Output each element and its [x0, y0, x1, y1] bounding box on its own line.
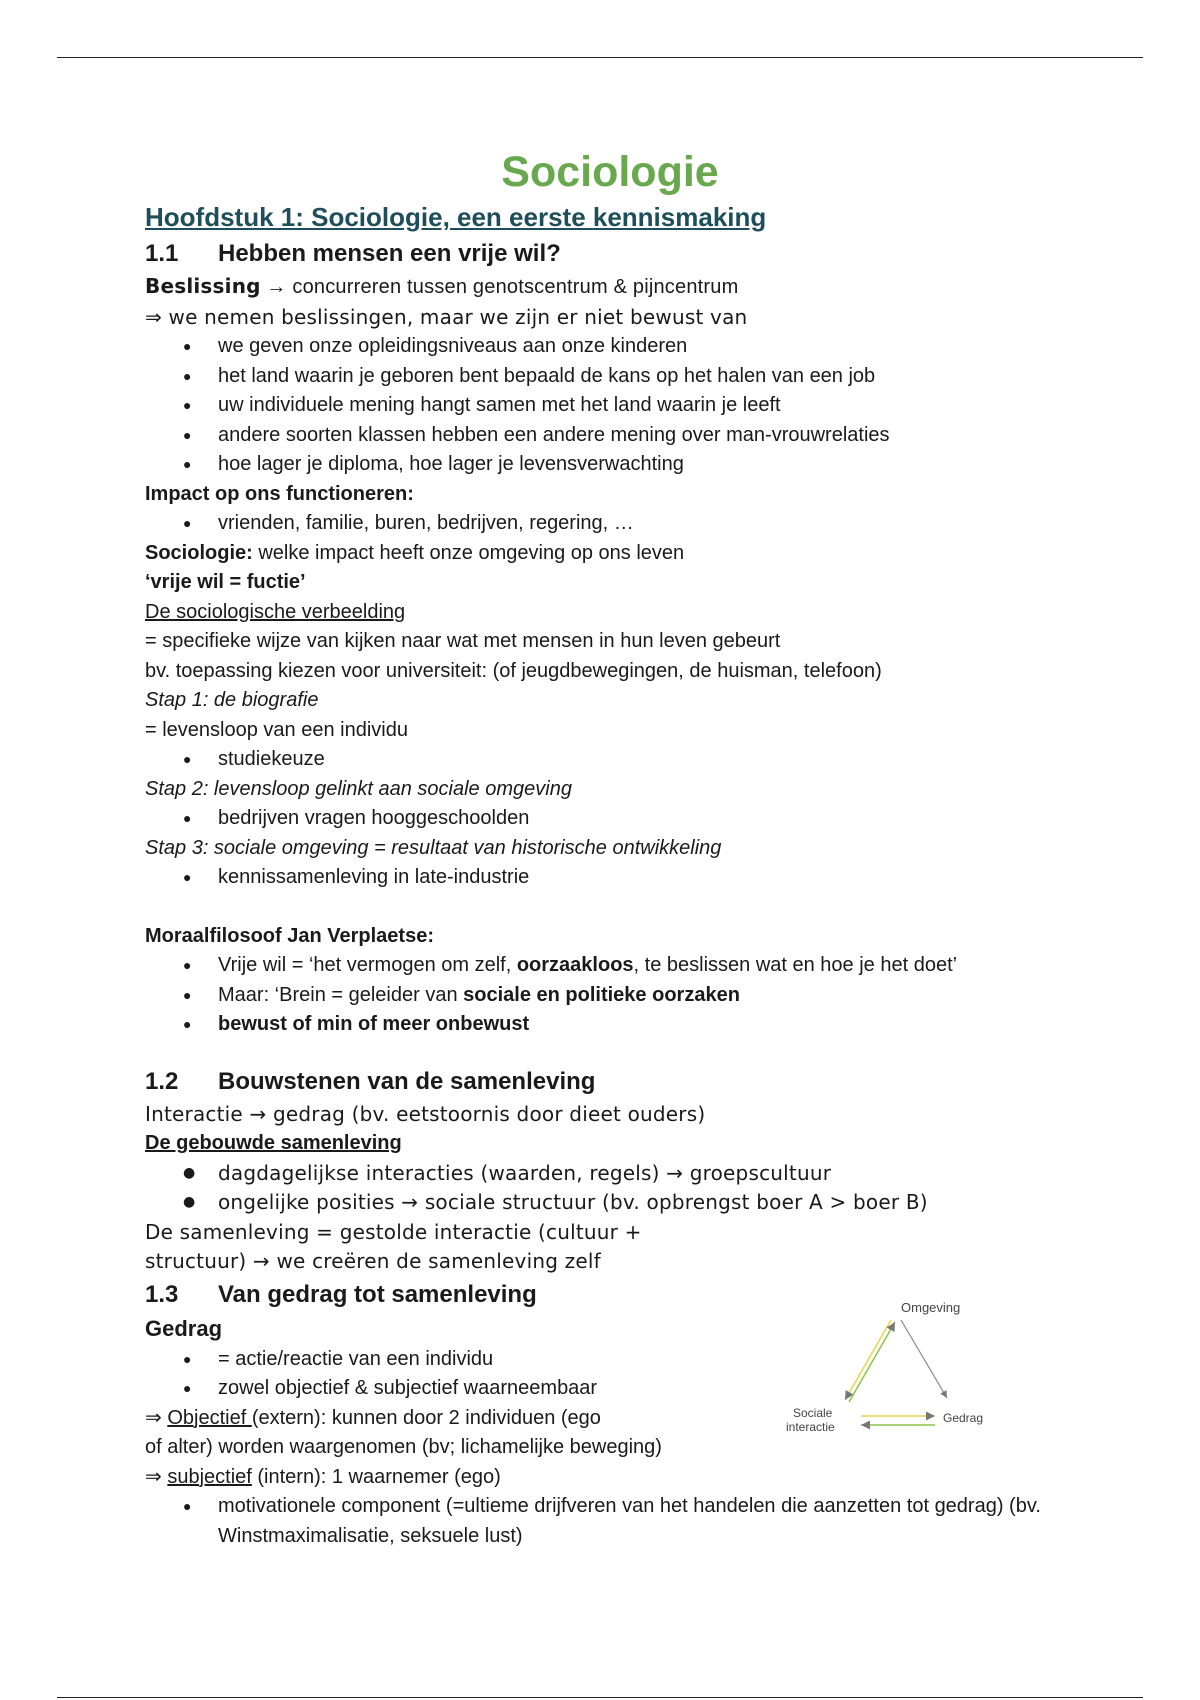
samenleving-line-2: structuur) → we creëren de samenleving zelf [145, 1249, 601, 1273]
section-title: Van gedrag tot samenleving [218, 1280, 537, 1308]
section-number: 1.3 [145, 1280, 179, 1308]
arrow-omgeving-to-sociale [845, 1320, 891, 1400]
motivation-list [145, 1492, 1075, 1551]
bullet-list-1 [145, 332, 1075, 480]
list-item: ● hoe lager je diploma, hoe lager je levensverwachting [145, 450, 1075, 480]
top-rule [57, 57, 1143, 58]
list-item: ● ongelijke posities → sociale structuur (bv. opbrengst boer A > boer B) [145, 1188, 1075, 1218]
verbeelding-label: De sociologische verbeelding [145, 600, 406, 623]
objectief-line: ⇒ Objectief (extern): kunnen door 2 individuen (ego [145, 1406, 601, 1429]
chapter-heading: Hoofdstuk 1: Sociologie, een eerste kennismaking [145, 202, 767, 232]
list-item: ● studiekeuze [145, 745, 1075, 775]
section-number: 1.1 [145, 240, 179, 267]
list-item: ● bedrijven vragen hooggeschoolden [145, 804, 1075, 834]
objectief-line-2: of alter) worden waargenomen (bv; lichamelijke beweging) [145, 1436, 662, 1458]
step-3: Stap 3: sociale omgeving = resultaat van historische ontwikkeling [145, 836, 722, 859]
step-1: Stap 1: de biografie [145, 689, 319, 711]
subjectief-line: ⇒ subjectief (intern): 1 waarnemer (ego) [145, 1465, 501, 1488]
diagram-label-gedrag: Gedrag [943, 1411, 984, 1425]
diagram-svg [755, 1262, 1005, 1452]
list-item: ● bewust of min of meer onbewust [145, 1010, 1075, 1040]
verbeelding-definition: = specifieke wijze van kijken naar wat met mensen in hun leven gebeurt [145, 630, 781, 652]
list-item: ● Vrije wil = ‘het vermogen om zelf, oorzaakloos, te beslissen wat en hoe je het doet’ [145, 951, 1075, 981]
list-item: ● kennissamenleving in late-industrie [145, 863, 1075, 893]
interactie-line: Interactie → gedrag (bv. eetstoornis door dieet ouders) [145, 1101, 706, 1126]
list-item: ● vrienden, familie, buren, bedrijven, regering, … [145, 509, 1075, 539]
bottom-rule [57, 1697, 1143, 1698]
impact-label: Impact op ons functioneren: [145, 482, 414, 505]
list-item: ● dagdagelijkse interacties (waarden, regels) → groepscultuur [145, 1159, 1075, 1189]
step-2: Stap 2: levensloop gelinkt aan sociale omgeving [145, 777, 572, 800]
list-item: ● uw individuele mening hangt samen met het land waarin je leeft [145, 391, 1075, 421]
arrow-sociale-to-omgeving [849, 1322, 895, 1402]
diagram-label-omgeving: Omgeving [901, 1300, 961, 1315]
samenleving-line-1: De samenleving = gestolde interactie (cultuur + [145, 1219, 642, 1244]
section-heading-1-1 [145, 236, 1075, 272]
arrow-omgeving-to-gedrag [901, 1320, 947, 1398]
section-title: Bouwstenen van de samenleving [218, 1067, 596, 1095]
vrije-wil-line: ‘vrije wil = fuctie’ [145, 571, 306, 593]
philosopher-label: Moraalfilosoof Jan Verplaetse: [145, 924, 434, 947]
step-1-definition: = levensloop van een individu [145, 718, 408, 741]
section-number: 1.2 [145, 1067, 179, 1095]
diagram-label-interactie: interactie [786, 1420, 835, 1434]
verbeelding-example: bv. toepassing kiezen voor universiteit: (of jeugdbewegingen, de huisman, telefoon) [145, 659, 882, 682]
beslissing-line: Beslissing → concurreren tussen genotscentrum & pijncentrum [145, 274, 739, 298]
bouwstenen-list [145, 1159, 1075, 1218]
list-item: ● motivationele component (=ultieme drijfveren van het handelen die aanzetten tot gedrag) (bv. Winstmaximalisatie, seksuele lust) [145, 1492, 1078, 1551]
list-item: ● het land waarin je geboren bent bepaald de kans op het halen van een job [145, 362, 1075, 392]
gedrag-heading: Gedrag [145, 1315, 223, 1341]
philosopher-list [145, 951, 1075, 1040]
section-title: Hebben mensen een vrije wil? [218, 240, 561, 267]
diagram-label-sociale: Sociale [793, 1406, 833, 1420]
page-title: Sociologie [501, 148, 719, 196]
list-item: ● we geven onze opleidingsniveaus aan onze kinderen [145, 332, 1075, 362]
gebouwde-label: De gebouwde samenleving [145, 1132, 402, 1154]
list-item: ● andere soorten klassen hebben een andere mening over man-vrouwrelaties [145, 421, 1075, 451]
list-item: ● Maar: ‘Brein = geleider van sociale en politieke oorzaken [145, 981, 1075, 1011]
conclusion-line: ⇒ we nemen beslissingen, maar we zijn er niet bewust van [145, 304, 748, 329]
list-item: ● = actie/reactie van een individu [145, 1345, 1075, 1375]
list-item: ● zowel objectief & subjectief waarneembaar [145, 1374, 1075, 1404]
interaction-diagram [755, 1262, 1005, 1452]
section-heading-1-2 [145, 1064, 1075, 1100]
impact-list [145, 509, 1075, 539]
sociologie-definition: Sociologie: welke impact heeft onze omgeving op ons leven [145, 541, 685, 564]
